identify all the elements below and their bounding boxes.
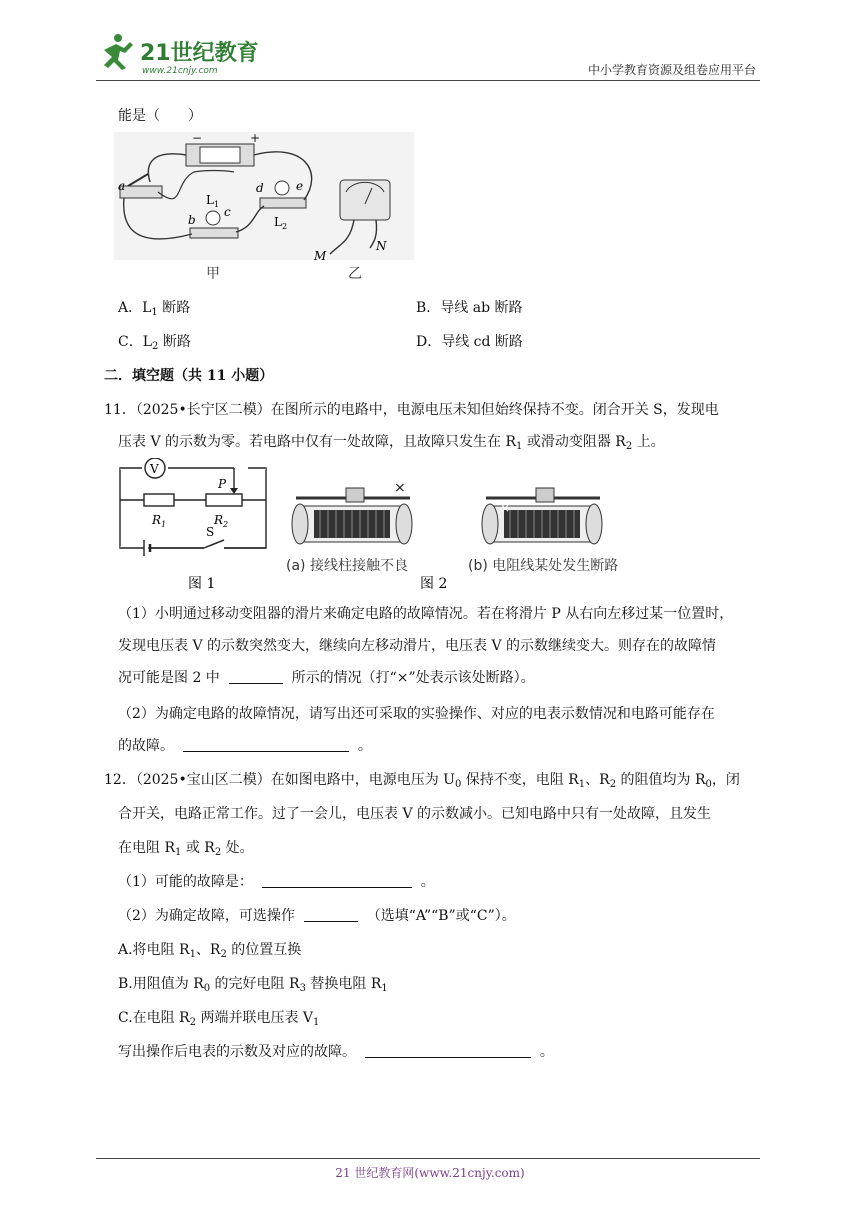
q11-stem-line-2: 压表 V 的示数为零。若电路中仅有一处故障，且故障只发生在 $R_1$ 或滑动变阻器 $R_2$ 上。 (118, 434, 665, 452)
rheostat-figure-2 (282, 480, 652, 592)
svg-text:e: e (296, 179, 304, 193)
q12-stem-line-3: 在电阻 $R_1$ 或 $R_2$ 处。 (118, 840, 254, 858)
svg-text:×: × (394, 480, 406, 496)
q11-part2-line-2: 的故障。 。 (118, 738, 372, 754)
q12-part2: （2）为确定故障，可选操作 （选填“A”“B”或“C”）。 (118, 908, 516, 924)
option-d[interactable]: D．导线 cd 断路 (416, 334, 523, 350)
option-a[interactable]: A．$L_1$ 断路 (118, 300, 191, 318)
answer-blank[interactable] (229, 669, 283, 684)
svg-text:a: a (118, 179, 126, 193)
svg-text:c: c (224, 205, 231, 219)
svg-text:图 1: 图 1 (188, 576, 216, 592)
q11-part2-line-1: （2）为确定电路的故障情况，请写出还可采取的实验操作、对应的电表示数情况和电路可能存在 (118, 706, 715, 722)
svg-text:R1: $R_1$ (152, 513, 167, 529)
svg-text:×: × (500, 501, 511, 515)
svg-text:R2: $R_2$ (214, 513, 229, 529)
svg-text:b: b (188, 213, 196, 227)
svg-text:甲: 甲 (206, 266, 220, 282)
answer-blank[interactable] (183, 737, 349, 752)
q12-stem-line-1: 12．（2025•宝山区二模）在如图电路中，电源电压为 $U_0$ 保持不变，电阻 $R_1$、$R_2$ 的阻值均为 $R_0$，闭 (104, 772, 740, 790)
svg-text:N: N (376, 239, 387, 253)
q11-part1-line-2: 发现电压表 V 的示数突然变大，继续向左移动滑片，电压表 V 的示数继续变大。则存在的故障情 (118, 638, 717, 654)
svg-text:www.21cnjy.com: www.21cnjy.com (142, 66, 218, 76)
svg-text:(a) 接线柱接触不良: (a) 接线柱接触不良 (286, 558, 408, 574)
circuit-diagram-figure-1 (114, 458, 274, 594)
rheostat-a (286, 480, 412, 574)
svg-text:+: + (250, 132, 261, 145)
option-c[interactable]: C．$L_2$ 断路 (118, 334, 191, 352)
q11-part1-line-3: 况可能是图 2 中 所示的情况（打“×”处表示该处断路）。 (118, 670, 535, 686)
q11-stem-line-1: 11．（2025•长宁区二模）在图所示的电路中，电源电压未知但始终保持不变。闭合开关 S，发现电 (104, 402, 719, 418)
q12-choice-a: A.将电阻 $R_1$、$R_2$ 的位置互换 (118, 942, 302, 960)
svg-text:V: V (150, 462, 159, 476)
answer-blank[interactable] (365, 1043, 531, 1058)
svg-text:S: S (206, 525, 215, 539)
section-title: 二．填空题（共 11 小题） (104, 368, 274, 384)
rheostat-b (468, 488, 618, 574)
question-tail: 能是（ ） (118, 108, 202, 124)
site-tagline: 中小学教育资源及组卷应用平台 (587, 63, 756, 77)
svg-text:L1: $L_1$ (206, 193, 220, 209)
q11-part1-line-1: （1）小明通过移动变阻器的滑片来确定电路的故障情况。若在将滑片 P 从右向左移过某一位置时， (118, 606, 734, 622)
svg-text:乙: 乙 (348, 266, 362, 282)
q12-stem-line-2: 合开关，电路正常工作。过了一会儿，电压表 V 的示数减小。已知电路中只有一处故障，且发生 (118, 806, 712, 822)
answer-blank[interactable] (262, 873, 412, 888)
answer-blank[interactable] (304, 907, 358, 922)
svg-text:M: M (314, 249, 327, 263)
q12-choice-b: B.用阻值为 $R_0$ 的完好电阻 $R_3$ 替换电阻 $R_1$ (118, 976, 388, 994)
circuit-photo-figure (114, 132, 414, 282)
svg-text:图 2: 图 2 (420, 576, 448, 592)
footer-rule (96, 1158, 760, 1159)
site-logo (96, 30, 266, 76)
svg-text:P: P (218, 477, 227, 491)
svg-text:d: d (256, 181, 264, 195)
option-b[interactable]: B．导线 ab 断路 (416, 300, 523, 316)
q12-choice-c: C.在电阻 $R_2$ 两端并联电压表 $V_1$ (118, 1010, 320, 1028)
svg-text:−: − (192, 132, 203, 145)
page-header (96, 28, 760, 81)
svg-text:(b) 电阻线某处发生断路: (b) 电阻线某处发生断路 (468, 558, 619, 574)
svg-text:21世纪教育: 21世纪教育 (140, 41, 259, 66)
q12-part1: （1）可能的故障是： 。 (118, 874, 435, 890)
q12-write: 写出操作后电表的示数及对应的故障。 。 (118, 1044, 554, 1060)
page-footer: 21 世纪教育网(www.21cnjy.com) (335, 1166, 525, 1180)
svg-text:L2: $L_2$ (274, 215, 288, 231)
